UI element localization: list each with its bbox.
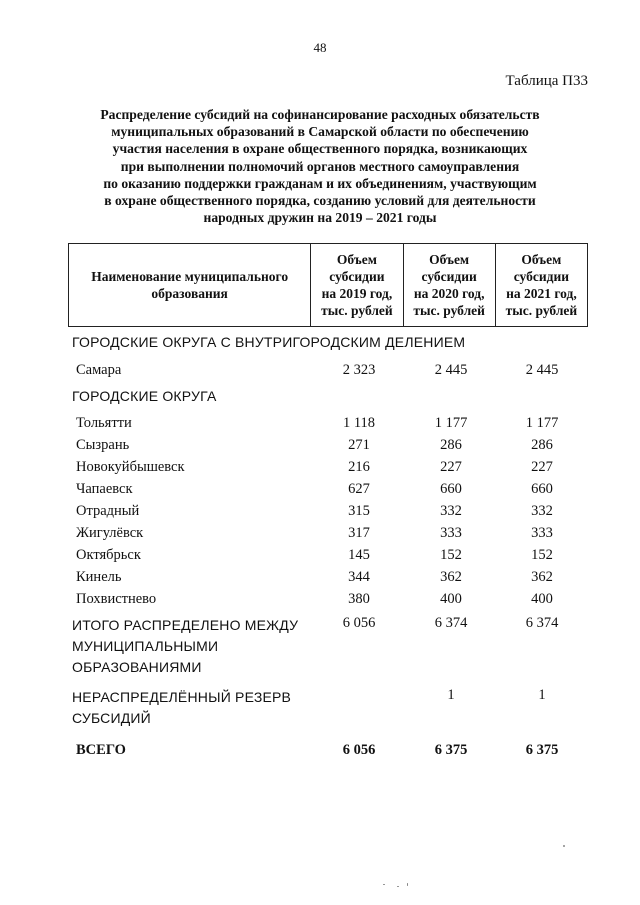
- title-line: муниципальных образований в Самарской области по обеспечению: [111, 124, 529, 140]
- value-2021: 227: [531, 459, 553, 475]
- value-2020: 286: [440, 437, 462, 453]
- value-2019: 6 056: [342, 615, 376, 631]
- table-row: [0, 437, 640, 459]
- title-line: по оказанию поддержки гражданам и их объединениям, участвующим: [103, 175, 537, 191]
- value-2021: 286: [531, 437, 553, 453]
- row-label-line: ОБРАЗОВАНИЯМИ: [72, 659, 202, 675]
- header-text: тыс. рублей: [321, 303, 393, 318]
- value-2020: 332: [440, 503, 462, 519]
- scan-speck: [407, 883, 408, 886]
- title-line: народных дружин на 2019 – 2021 годы: [203, 210, 437, 226]
- value-2019: 627: [348, 481, 370, 497]
- municipality-name: Октябрьск: [76, 547, 141, 563]
- value-2019: 145: [348, 547, 370, 563]
- header-text: образования: [151, 286, 228, 301]
- title-line: участия населения в охране общественного порядка, возникающих: [112, 141, 528, 157]
- scan-speck: [397, 886, 399, 887]
- grand-total-row: [0, 742, 640, 764]
- municipality-name: Самара: [76, 362, 122, 378]
- row-label-line: ИТОГО РАСПРЕДЕЛЕНО МЕЖДУ: [72, 617, 299, 633]
- municipality-name: Сызрань: [76, 437, 130, 453]
- scan-speck: [563, 845, 565, 847]
- value-2020: 660: [440, 481, 462, 497]
- document-title: [60, 106, 580, 226]
- value-2020: 1: [447, 687, 455, 703]
- header-text: на 2021 год,: [506, 286, 577, 301]
- table-row: [0, 547, 640, 569]
- reserve-row: [0, 687, 640, 731]
- header-text: Объем: [521, 252, 562, 267]
- value-2020: 362: [440, 569, 462, 585]
- title-line: в охране общественного порядка, созданию условий для деятельности: [104, 193, 536, 209]
- row-label-line: МУНИЦИПАЛЬНЫМИ: [72, 638, 219, 654]
- value-2019: 271: [348, 437, 370, 453]
- municipality-name: Кинель: [76, 569, 122, 585]
- value-2020: 227: [440, 459, 462, 475]
- value-2021: 152: [531, 547, 553, 563]
- header-2020: [403, 244, 495, 326]
- value-2021: 400: [531, 591, 553, 607]
- header-text: субсидии: [513, 269, 570, 284]
- value-2019: 344: [348, 569, 370, 585]
- value-2021: 1: [538, 687, 546, 703]
- municipality-name: Похвистнево: [76, 591, 157, 607]
- table-row: [0, 459, 640, 481]
- value-2019: 380: [348, 591, 370, 607]
- value-2019: 317: [348, 525, 370, 541]
- table-row: [0, 481, 640, 503]
- title-line: при выполнении полномочий органов местного самоуправления: [120, 158, 520, 174]
- header-text: Объем: [336, 252, 377, 267]
- header-2021: [495, 244, 587, 326]
- page-number: 48: [313, 40, 327, 55]
- value-2021: 362: [531, 569, 553, 585]
- value-2020: 2 445: [434, 362, 468, 378]
- value-2021: 6 375: [525, 742, 559, 758]
- header-2019: [310, 244, 402, 326]
- value-2021: 1 177: [525, 415, 559, 431]
- header-text: Объем: [429, 252, 470, 267]
- value-2019: 216: [348, 459, 370, 475]
- header-text: Наименование муниципального: [91, 269, 289, 284]
- municipality-name: Тольятти: [76, 415, 132, 431]
- total-distributed-row: [0, 615, 640, 679]
- municipality-name: Чапаевск: [76, 481, 133, 497]
- header-municipality: [69, 244, 310, 326]
- value-2019: 1 118: [342, 415, 376, 431]
- value-2020: 1 177: [434, 415, 468, 431]
- scan-speck: [383, 884, 385, 885]
- municipality-name: Жигулёвск: [76, 525, 144, 541]
- row-label-line: НЕРАСПРЕДЕЛЁННЫЙ РЕЗЕРВ: [72, 689, 292, 705]
- title-line: Распределение субсидий на софинансирование расходных обязательств: [100, 107, 540, 122]
- value-2020: 400: [440, 591, 462, 607]
- table-row: [0, 591, 640, 613]
- section-heading: ГОРОДСКИЕ ОКРУГА: [72, 388, 217, 404]
- value-2021: 333: [531, 525, 553, 541]
- value-2021: 6 374: [525, 615, 559, 631]
- header-text: субсидии: [329, 269, 385, 284]
- grand-total-label: ВСЕГО: [76, 742, 126, 758]
- table-row: [0, 362, 640, 384]
- value-2020: 152: [440, 547, 462, 563]
- table-row: [0, 525, 640, 547]
- table-label: Таблица П33: [505, 73, 588, 89]
- table-row: [0, 415, 640, 437]
- table-header: [68, 243, 588, 327]
- value-2020: 333: [440, 525, 462, 541]
- value-2021: 660: [531, 481, 553, 497]
- header-text: на 2019 год,: [321, 286, 393, 301]
- municipality-name: Новокуйбышевск: [76, 459, 185, 475]
- header-text: тыс. рублей: [505, 303, 578, 318]
- table-row: [0, 569, 640, 591]
- header-text: на 2020 год,: [413, 286, 485, 301]
- value-2021: 2 445: [525, 362, 559, 378]
- value-2021: 332: [531, 503, 553, 519]
- value-2019: 315: [348, 503, 370, 519]
- row-label-line: СУБСИДИЙ: [72, 710, 151, 726]
- value-2020: 6 374: [434, 615, 468, 631]
- section-heading: ГОРОДСКИЕ ОКРУГА С ВНУТРИГОРОДСКИМ ДЕЛЕНИЕМ: [72, 334, 466, 350]
- municipality-name: Отрадный: [76, 503, 140, 519]
- header-text: субсидии: [421, 269, 477, 284]
- value-2019: 2 323: [342, 362, 376, 378]
- value-2019: 6 056: [342, 742, 376, 758]
- value-2020: 6 375: [434, 742, 468, 758]
- table-row: [0, 503, 640, 525]
- header-text: тыс. рублей: [413, 303, 485, 318]
